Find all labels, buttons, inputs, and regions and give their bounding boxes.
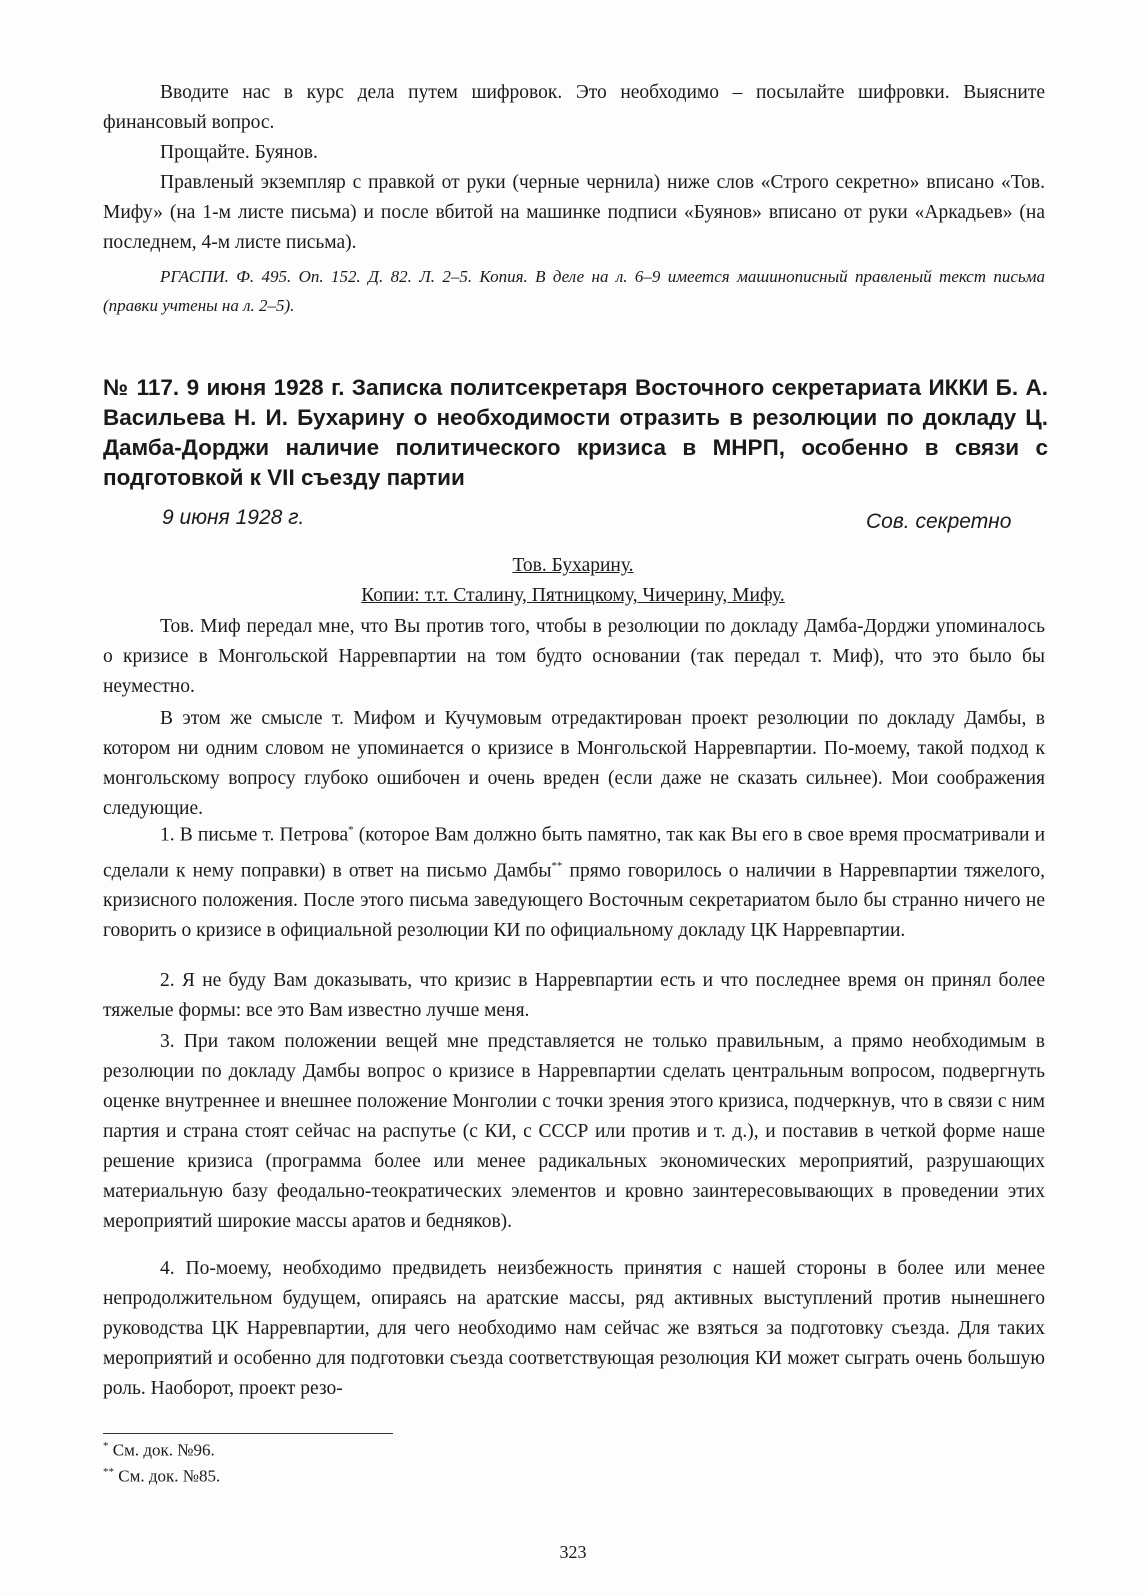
paragraph: Тов. Миф передал мне, что Вы против того, чтобы в резолюции по докладу Дамба-Дорджи упоминалось о кризисе в Монгольской Нарревпартии на том будто основании (так передал т. Миф), что это было бы неуместно.	[103, 616, 1045, 697]
footnote-text: См. док. №85.	[118, 1466, 221, 1486]
paragraph-item-3: 3. При таком положении вещей мне представляется не только правильным, а прямо необходимым в резолюции по докладу Дамбы вопрос о кризисе в Нарревпартии сделать центральным вопросом, подвергнуть оценке внутреннее и внешнее положение Монголии с точки зрения этого кризиса, подчеркнув, что в связи с ним партия и страна стоят сейчас на распутье (с КИ, с СССР или против и т. д.), и поставив в четкой форме наше решение кризиса (программа более или менее радикальных экономических мероприятий, разрушающих материальную базу феодально-теократических элементов и кровно заинтересовывающих в проведении этих мероприятий широкие массы аратов и бедняков).	[103, 1031, 1045, 1232]
footnote	[103, 1440, 215, 1461]
footnote-mark: **	[103, 1466, 114, 1478]
paragraph: Правленый экземпляр с правкой от руки (черные чернила) ниже слов «Строго секретно» вписано «Тов. Мифу» (на 1-м листе письма) и после вбитой на машинке подписи «Буянов» вписано от руки «Аркадьев» (на последнем, 4-м листе письма).	[103, 172, 1045, 253]
addressee: Тов. Бухарину.	[512, 555, 634, 576]
footnote	[103, 1466, 220, 1487]
archive-source: РГАСПИ. Ф. 495. Оп. 152. Д. 82. Л. 2–5. Копия. В деле на л. 6–9 имеется машинописный правленый текст письма (правки учтены на л. 2–5).	[103, 267, 1045, 315]
paragraph-item-4: 4. По-моему, необходимо предвидеть неизбежность принятия с нашей стороны в более или менее непродолжительном будущем, опираясь на аратские массы, ряд активных выступлений против нынешнего руководства ЦК Нарревпартии, для чего необходимо нам сейчас же взяться за подготовку съезда. Для таких мероприятий и особенно для подготовки съезда соответствующая резолюция КИ может сыграть очень большую роль. Наоборот, проект резо-	[103, 1258, 1045, 1399]
copies: Копии: т.т. Сталину, Пятницкому, Чичерину, Мифу.	[361, 585, 785, 606]
paragraph-item-2: 2. Я не буду Вам доказывать, что кризис в Нарревпартии есть и что последнее время он принял более тяжелые формы: все это Вам известно лучше меня.	[103, 970, 1045, 1021]
text: (которое Вам должно быть памятно, так как Вы его в свое время просматривали и сделали к нему поправки) в ответ на письмо Дамбы	[103, 824, 1046, 881]
classification: Сов. секретно	[866, 510, 1012, 533]
footnote-mark: *	[103, 1440, 109, 1452]
text: прямо говорилось о наличии в Нарревпартии тяжелого, кризисного положения. После этого письма заведующего Восточным секретариатом было бы странно ничего не говорить о кризисе в официальной резолюции КИ по официальному докладу ЦК Нарревпартии.	[103, 860, 1045, 941]
document-title: № 117. 9 июня 1928 г. Записка политсекретаря Восточного секретариата ИККИ Б. А. Васильева Н. И. Бухарину о необходимости отразить в резолюции по докладу Ц. Дамба-Дорджи наличие политического кризиса в МНРП, особенно в связи с подготовкой к VII съезду партии	[103, 375, 1048, 490]
page-number: 323	[559, 1542, 587, 1562]
paragraph-item-1	[103, 815, 1045, 946]
paragraph: Прощайте. Буянов.	[160, 142, 318, 163]
footnote-text: См. док. №96.	[112, 1440, 215, 1460]
footnote-divider	[103, 1433, 393, 1434]
document-date: 9 июня 1928 г.	[162, 506, 305, 529]
paragraph: Вводите нас в курс дела путем шифровок. Это необходимо – посылайте шифровки. Выясните финансовый вопрос.	[103, 82, 1045, 133]
text: 1. В письме т. Петрова	[160, 824, 349, 846]
footnote-ref: **	[551, 859, 563, 872]
footnote-ref: *	[348, 824, 354, 836]
paragraph: В этом же смысле т. Мифом и Кучумовым отредактирован проект резолюции по докладу Дамбы, в котором ни одним словом не упоминается о кризисе в Монгольской Нарревпартии. По-моему, такой подход к монгольскому вопросу глубоко ошибочен и очень вреден (если даже не сказать сильнее). Мои соображения следующие.	[103, 708, 1045, 819]
